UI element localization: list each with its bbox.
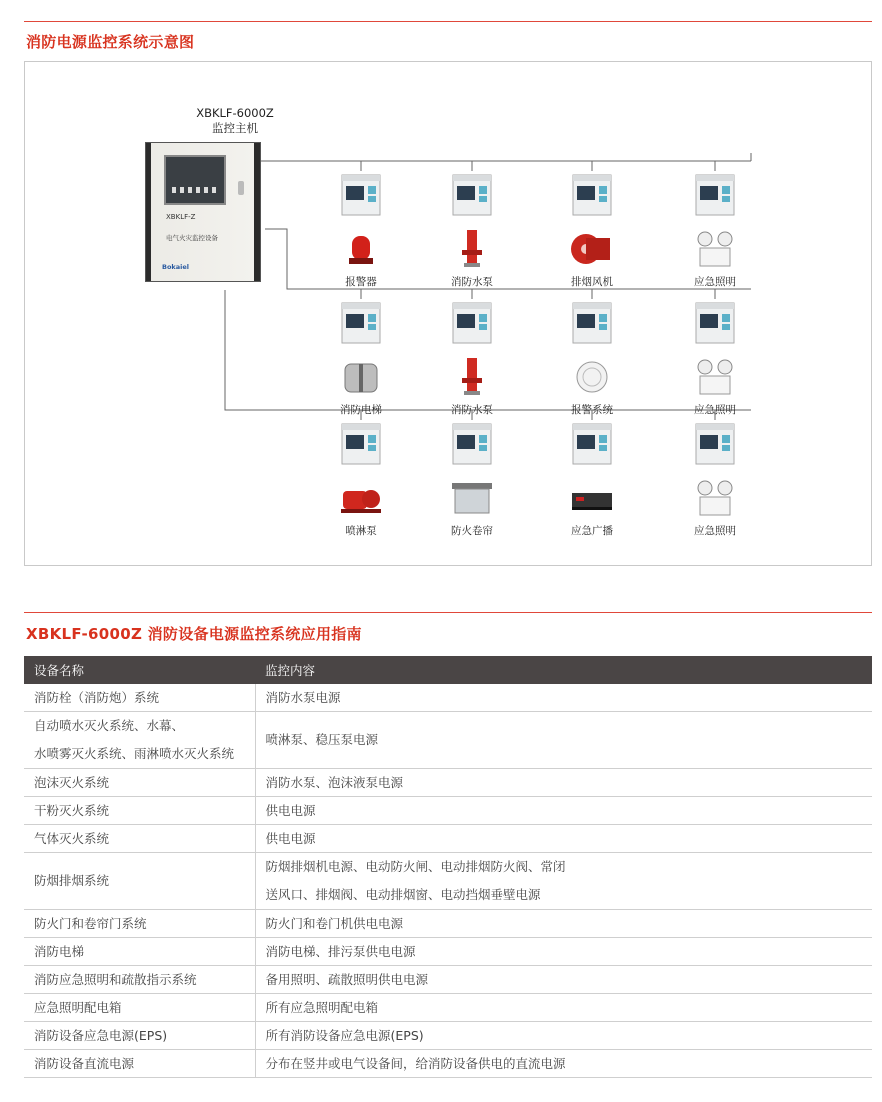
alarm-siren-icon [337, 230, 385, 268]
device-smoke-fan [544, 174, 640, 294]
monitor-module-icon [341, 302, 381, 344]
monitor-content-cell [255, 684, 872, 712]
monitor-content-cell [255, 853, 872, 910]
monitor-module-icon [341, 174, 381, 216]
table-row [24, 966, 872, 994]
device-name-cell [24, 1050, 255, 1078]
table-row [24, 938, 872, 966]
table-row [24, 910, 872, 938]
monitor-module-icon [452, 423, 492, 465]
device-name-cell [24, 684, 255, 712]
device-label: 消防水泵 [451, 276, 493, 288]
monitor-content-line: 消防电梯、排污泵供电电源 [265, 944, 416, 959]
smoke-fan-icon [568, 230, 616, 268]
device-label: 报警器 [345, 276, 377, 288]
device-label: 消防电梯 [340, 404, 382, 416]
monitor-content-line: 消防水泵、泡沫液泵电源 [265, 775, 404, 790]
device-name-cell [24, 938, 255, 966]
monitor-content-cell [255, 938, 872, 966]
device-name-cell [24, 825, 255, 853]
monitor-module-icon [452, 302, 492, 344]
brand-logo: Bokaiel [162, 263, 189, 271]
device-emergency-light [667, 423, 763, 543]
monitor-content-line: 防烟排烟机电源、电动防火闸、电动排烟防火阀、常闭 [265, 859, 566, 874]
device-label: 应急照明 [694, 404, 736, 416]
monitor-content-line: 防火门和卷门机供电电源 [265, 916, 404, 931]
header-monitor-content: 监控内容 [255, 656, 872, 684]
table-header-row [24, 656, 872, 684]
device-emergency-light [667, 302, 763, 422]
emergency-light-icon [691, 230, 739, 268]
monitor-module-icon [695, 423, 735, 465]
device-label: 报警系统 [571, 404, 613, 416]
device-name-line: 泡沫灭火系统 [34, 775, 110, 790]
cabinet-handle [238, 181, 244, 195]
monitor-content-line: 所有消防设备应急电源(EPS) [265, 1028, 424, 1043]
monitor-content-line: 所有应急照明配电箱 [265, 1000, 379, 1015]
monitor-module-icon [695, 302, 735, 344]
host-screen [164, 155, 226, 205]
emergency-light-icon [691, 358, 739, 396]
table-row [24, 684, 872, 712]
monitor-content-cell [255, 712, 872, 769]
device-name-line: 干粉灭火系统 [34, 803, 110, 818]
monitor-content-cell [255, 910, 872, 938]
device-emergency-light [667, 174, 763, 294]
table-row [24, 994, 872, 1022]
monitor-content-line: 供电电源 [265, 803, 316, 818]
device-water-pump [424, 174, 520, 294]
monitoring-host-cabinet [145, 142, 261, 282]
sprinkler-pump-icon [337, 479, 385, 517]
device-name-line: 自动喷水灭火系统、水幕、 [34, 718, 185, 733]
monitor-content-cell [255, 825, 872, 853]
diagram-title: 消防电源监控系统示意图 [26, 33, 195, 51]
monitor-module-icon [572, 423, 612, 465]
monitor-content-cell [255, 769, 872, 797]
monitor-content-cell [255, 994, 872, 1022]
monitor-content-line: 分布在竖井或电气设备间，给消防设备供电的直流电源 [265, 1056, 566, 1071]
device-name-cell [24, 769, 255, 797]
water-pump-icon [448, 358, 496, 396]
device-fire-shutter [424, 423, 520, 543]
device-name-cell [24, 966, 255, 994]
middle-divider [24, 612, 872, 613]
panel-model: XBKLF-Z [166, 213, 196, 221]
device-name-line: 消防电梯 [34, 944, 85, 959]
device-label: 喷淋泵 [345, 525, 377, 537]
device-label: 应急照明 [694, 276, 736, 288]
device-name-cell [24, 797, 255, 825]
monitor-content-cell [255, 797, 872, 825]
device-label: 排烟风机 [571, 276, 613, 288]
device-label: 应急广播 [571, 525, 613, 537]
monitor-module-icon [341, 423, 381, 465]
device-label: 消防水泵 [451, 404, 493, 416]
monitor-module-icon [695, 174, 735, 216]
system-diagram [24, 61, 872, 566]
table-row [24, 712, 872, 769]
device-broadcast-amp [544, 423, 640, 543]
device-name-line: 应急照明配电箱 [34, 1000, 122, 1015]
device-name-line: 消防应急照明和疏散指示系统 [34, 972, 197, 987]
table-row [24, 1022, 872, 1050]
device-name-line: 防火门和卷帘门系统 [34, 916, 147, 931]
guide-title: XBKLF-6000Z 消防设备电源监控系统应用指南 [26, 625, 362, 643]
device-name-line: 消防设备应急电源(EPS) [34, 1028, 168, 1043]
fire-shutter-icon [448, 479, 496, 517]
device-name-line: 消防设备直流电源 [34, 1056, 135, 1071]
device-name-line: 水喷雾灭火系统、雨淋喷水灭火系统 [34, 746, 235, 761]
monitor-content-cell [255, 1022, 872, 1050]
table-row [24, 825, 872, 853]
device-name-line: 防烟排烟系统 [34, 873, 110, 888]
host-label: 监控主机 [212, 121, 258, 135]
device-name-cell [24, 910, 255, 938]
broadcast-amp-icon [568, 479, 616, 517]
device-name-line: 气体灭火系统 [34, 831, 110, 846]
monitor-content-cell [255, 966, 872, 994]
device-label: 应急照明 [694, 525, 736, 537]
water-pump-icon [448, 230, 496, 268]
application-guide-table [24, 656, 872, 1078]
device-elevator [313, 302, 409, 422]
monitor-content-line: 供电电源 [265, 831, 316, 846]
top-divider [24, 21, 872, 22]
device-label: 防火卷帘 [451, 525, 493, 537]
monitor-module-icon [572, 174, 612, 216]
device-name-cell [24, 994, 255, 1022]
header-device-name: 设备名称 [24, 656, 255, 684]
monitor-module-icon [452, 174, 492, 216]
device-alarm-siren [313, 174, 409, 294]
host-model: XBKLF-6000Z [196, 106, 274, 120]
monitor-content-line: 备用照明、疏散照明供电电源 [265, 972, 429, 987]
table-row [24, 769, 872, 797]
device-name-cell [24, 1022, 255, 1050]
emergency-light-icon [691, 479, 739, 517]
alarm-bell-icon [568, 358, 616, 396]
monitor-content-line: 送风口、排烟阀、电动排烟窗、电动挡烟垂壁电源 [265, 887, 541, 902]
table-row [24, 797, 872, 825]
table-row [24, 853, 872, 910]
device-name-cell [24, 853, 255, 910]
elevator-icon [337, 358, 385, 396]
monitor-module-icon [572, 302, 612, 344]
device-name-line: 消防栓（消防炮）系统 [34, 690, 160, 705]
device-water-pump [424, 302, 520, 422]
monitor-content-cell [255, 1050, 872, 1078]
monitor-content-line: 消防水泵电源 [265, 690, 341, 705]
panel-name: 电气火灾监控设备 [166, 234, 218, 242]
device-name-cell [24, 712, 255, 769]
monitor-content-line: 喷淋泵、稳压泵电源 [265, 732, 379, 747]
device-alarm-bell [544, 302, 640, 422]
device-sprinkler-pump [313, 423, 409, 543]
table-row [24, 1050, 872, 1078]
